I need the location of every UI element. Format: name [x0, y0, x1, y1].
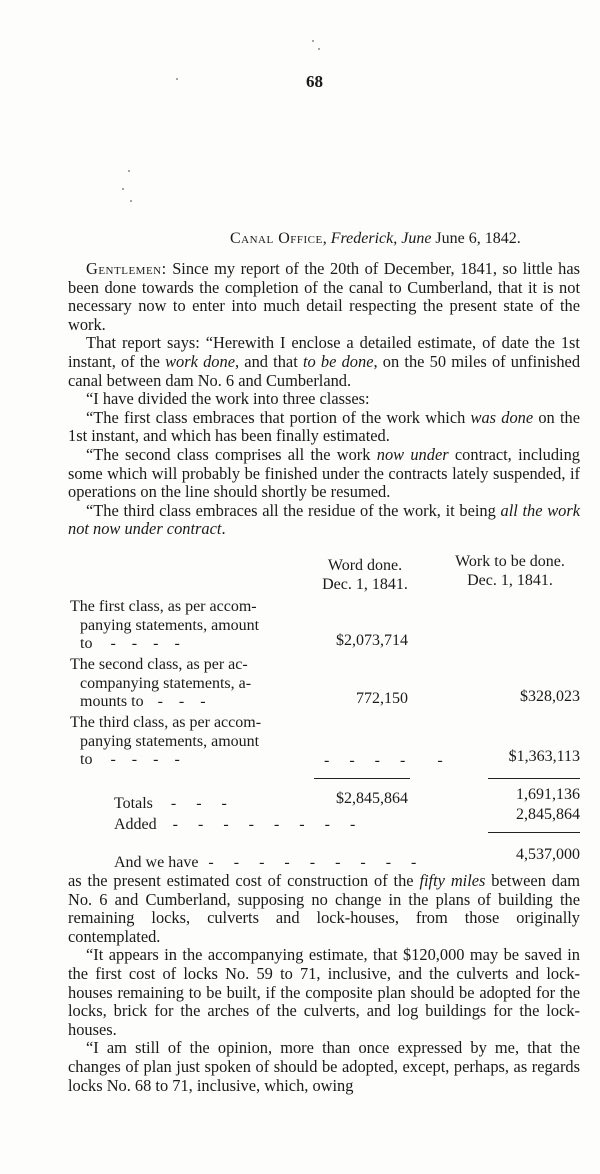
sum-rule	[488, 832, 580, 833]
speck	[318, 48, 320, 50]
speck	[122, 188, 124, 190]
quote-paragraph: “The third class embraces all the residue of the work, it being all the work not now under contract.	[68, 500, 580, 539]
sum-rule	[488, 778, 580, 779]
quote-paragraph: “The first class embraces that portion of the work which was done on the 1st instant, and which has been finally estimated.	[68, 407, 580, 446]
page-number: 68	[306, 72, 323, 91]
totals-todo: 1,691,136	[516, 786, 580, 803]
dateline: Canal Office, Frederick, June June 6, 1842.	[230, 230, 521, 247]
place-name: Frederick	[330, 230, 394, 247]
sum-rule	[314, 778, 410, 779]
speck	[176, 78, 178, 80]
added-label: Added - - - - - - - -	[114, 816, 364, 833]
added-value: 2,845,864	[516, 806, 580, 823]
column-header-todo: Work to be done. Dec. 1, 1841.	[455, 553, 565, 589]
letter-body-top	[68, 260, 580, 539]
letter-date: June 6, 1842.	[435, 230, 521, 247]
leader-dots: - - - - -	[324, 752, 445, 769]
quote-paragraph: “It appears in the accompanying estimate, that $120,000 may be saved in the first cost of locks No. 59 to 71, inclusive, and the culverts and lock-houses remaining to be built, if the composite plan should be adopted for the locks, brick for the arches of the culverts, and log buildings for the lock-houses.	[68, 945, 580, 1039]
office-name: Canal Office	[230, 230, 323, 247]
quote-paragraph: “I have divided the work into three classes:	[86, 389, 370, 409]
grand-total: 4,537,000	[516, 846, 580, 863]
quote-paragraph: That report says: “Herewith I enclose a detailed estimate, of date the 1st instant, of the work done, and that to be done, on the 50 miles of unfinished canal between dam No. 6 and Cumberland.	[68, 333, 581, 390]
continuation-paragraph: as the present estimated cost of construction of the fifty miles between dam No. 6 and Cumberland, supposing no change in the plans of building the remaining locks, culverts and lock-houses, from those originally contemplated.	[68, 871, 580, 946]
letter-body-bottom	[68, 872, 580, 1095]
speck	[128, 170, 130, 172]
table-cell-todo: $328,023	[520, 688, 580, 705]
totals-label: Totals - - -	[114, 795, 235, 812]
table-cell-todo: $1,363,113	[508, 748, 580, 765]
quote-paragraph: “I am still of the opinion, more than once expressed by me, that the changes of plan just spoken of should be adopted, except, perhaps, as regards locks No. 68 to 71, inclusive, which, owing	[68, 1038, 580, 1095]
quote-paragraph: “The second class comprises all the work now under contract, including some which will probably be finished under the contracts lately suspended, if operations on the line should shortly be resumed.	[68, 444, 580, 502]
totals-done: $2,845,864	[336, 790, 408, 807]
table-row-label: The first class, as per accom- panying statements, amount to - - - -	[70, 598, 260, 653]
table-cell-done: 772,150	[356, 690, 408, 707]
and-we-have-label: And we have - - - - - - - - -	[114, 854, 425, 871]
speck	[312, 40, 314, 42]
column-header-done: Word done. Dec. 1, 1841.	[322, 557, 408, 593]
table-row-label: The third class, as per accom- panying statements, amount to - - - -	[70, 714, 262, 769]
table-row-label: The second class, as per ac- companying statements, a- mounts to - - -	[70, 656, 252, 711]
speck	[130, 200, 132, 202]
table-cell-done: $2,073,714	[336, 632, 408, 649]
opening-paragraph: Gentlemen: Since my report of the 20th of December, 1841, so little has been done towards the completion of the canal to Cumberland, that it is not necessary now to enter into much detail respecting the present state of the work.	[68, 259, 580, 334]
